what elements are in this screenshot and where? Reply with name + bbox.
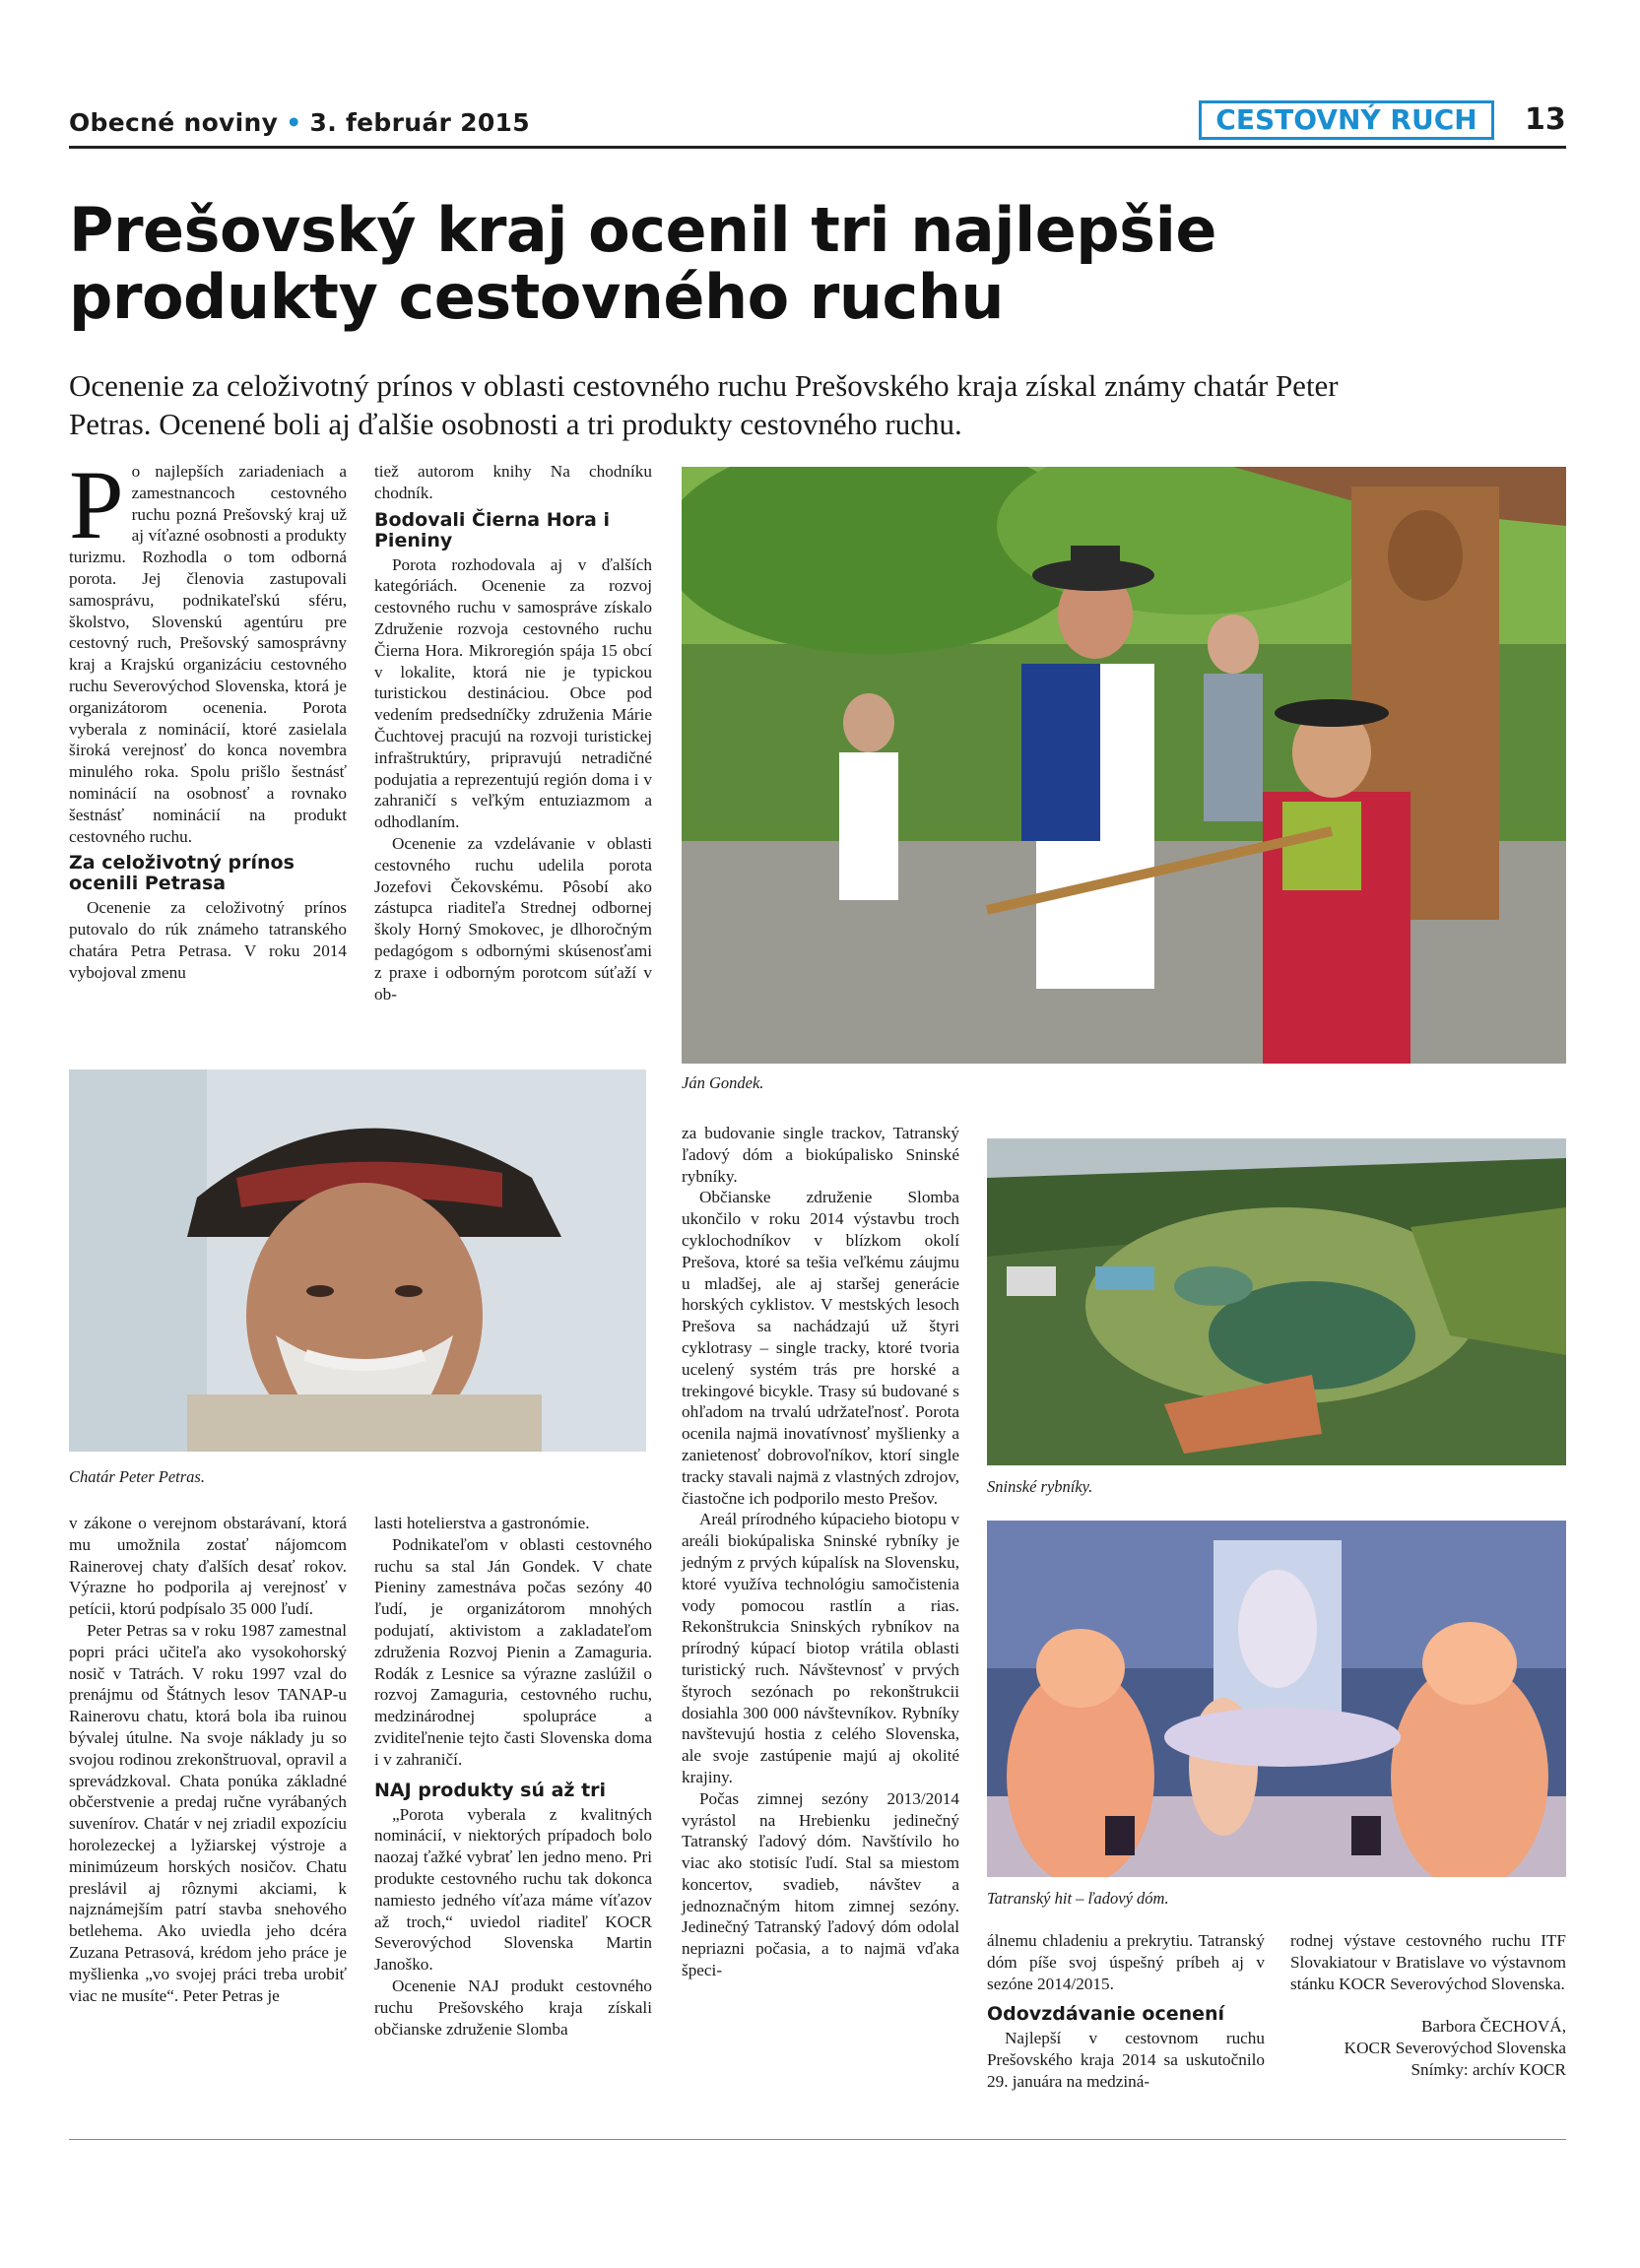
paragraph: Občianske združenie Slomba ukončilo v roku 2014 výstavbu troch cyklochodníkov v blízkom okolí Prešova, ktoré sa tešia veľkému záujmu u mladšej, ale aj staršej generácie horských cyklistov. V mestských lesoch Prešova sa nachádzajú už štyri cyklotrasy – single tracky, ktoré tvoria ucelený systém trás pre horské a trekingové bicykle. Trasy sú budované s ohľadom na trvalú udržateľnosť. Porota ocenila najmä inovatívnosť myšlienky a zanietenosť dobrovoľníkov, ktorí single tracky stavali najmä z vlastných zdrojov, čiastočne ich podporilo mesto Prešov. bbox=[682, 1188, 959, 1508]
paragraph: Ocenenie za celoživotný prínos putovalo do rúk známeho tatranského chatára Petra Petrasa. V roku 2014 vybojoval zmenu bbox=[69, 898, 347, 982]
header-rule bbox=[69, 146, 1566, 149]
photo-ladovy-dom-image bbox=[987, 1521, 1566, 1877]
photo-ladovy-dom bbox=[987, 1521, 1566, 1877]
footer-rule bbox=[69, 2139, 1566, 2140]
byline-organization: KOCR Severovýchod Slovenska bbox=[1344, 2039, 1566, 2058]
page-number: 13 bbox=[1525, 102, 1566, 137]
byline-author: Barbora ČECHOVÁ, bbox=[1420, 2017, 1566, 2037]
column-3 bbox=[682, 1123, 959, 1981]
paragraph: Porota rozhodovala aj v ďalších kategóriách. Ocenenie za rozvoj cestovného ruchu v samospráve získalo Združenie rozvoja cestovného ruchu Čierna Hora. Mikroregión spája 15 obcí v lokalite, ktorá nie je typickou turistickou destináciou. Obce pod vedením predsedníčky združenia Márie Čuchtovej pracujú na rozvoji turistickej infraštruktúry, pripravujú netradičné podujatia a reprezentujú región doma i v zahraničí s veľkým entuziazmom a odhodlaním. bbox=[374, 554, 652, 832]
subheading-odovzdavanie: Odovzdávanie ocenení bbox=[987, 2003, 1225, 2026]
paragraph: álnemu chladeniu a prekrytiu. Tatranský dóm píše svoj úspešný príbeh aj v sezóne 2014/2015. bbox=[987, 1931, 1265, 1993]
subheading-naj: NAJ produkty sú až tri bbox=[374, 1779, 607, 1801]
photo-gondek bbox=[682, 467, 1566, 1064]
deck-line-2: Petras. Ocenené boli aj ďalšie osobnosti a tri produkty cestovného ruchu. bbox=[69, 407, 962, 441]
section-label: CESTOVNÝ RUCH bbox=[1199, 100, 1494, 140]
column-1-top bbox=[69, 450, 347, 984]
headline-line-1: Prešovský kraj ocenil tri najlepšie bbox=[69, 194, 1216, 266]
column-5 bbox=[1290, 1930, 1566, 2081]
intro-paragraph: Po najlepších zariadeniach a zamestnancoch cestovného ruchu pozná Prešovský kraj už aj víťazné osobnosti a produkty turizmu. Rozhodla o tom odborná porota. Jej členovia zastupovali samosprávu, podnikateľskú sféru, školstvo, Slovenskú agentúru pre cestovný ruch, Prešovský samosprávny kraj a Krajskú organizáciu cestovného ruchu Severovýchod Slovenska, ktorá je organizátorom ocenenia. Porota vyberala z nominácií, ktoré zasielala široká verejnosť do konca novembra minulého roka. Spolu prišlo šestnásť nominácií na osobnosť a rovnako šestnásť nominácií na produkt cestovného ruchu. bbox=[69, 450, 347, 846]
caption-gondek: Ján Gondek. bbox=[682, 1073, 764, 1092]
paragraph: Najlepší v cestovnom ruchu Prešovského kraja 2014 sa uskutočnilo 29. januára na medziná- bbox=[987, 2029, 1265, 2091]
column-2-top bbox=[374, 461, 652, 1004]
headline bbox=[69, 194, 1546, 333]
photo-petras bbox=[69, 1069, 646, 1452]
photo-sninske-image bbox=[987, 1138, 1566, 1465]
separator-dot: • bbox=[286, 108, 302, 137]
paragraph: v zákone o verejnom obstarávaní, ktorá mu umožnila zostať nájomcom Rainerovej chaty ďalších desať rokov. Výrazne ho podporila aj verejnosť v petícii, ktorú podpísalo 35 000 ľudí. bbox=[69, 1514, 347, 1619]
deck bbox=[69, 366, 1546, 443]
paragraph: Ocenenie NAJ produkt cestovného ruchu Prešovského kraja získali občianske združenie Slomba bbox=[374, 1976, 652, 2039]
deck-line-1: Ocenenie za celoživotný prínos v oblasti cestovného ruchu Prešovského kraja získal známy chatár Peter bbox=[69, 368, 1339, 403]
paragraph: Počas zimnej sezóny 2013/2014 vyrástol na Hrebienku jedinečný Tatranský ľadový dóm. Navštívilo ho viac ako stotisíc ľudí. Stal sa miestom koncertov, svadieb, návštev a jednoznačným hitom zimnej sezóny. Jedinečný Tatranský ľadový dóm odolal nepriazni počasia, a to najmä vďaka špeci- bbox=[682, 1788, 959, 1980]
column-4 bbox=[987, 1930, 1265, 2093]
photo-sninske bbox=[987, 1138, 1566, 1465]
caption-sninske: Sninské rybníky. bbox=[987, 1477, 1093, 1496]
paragraph: Podnikateľom v oblasti cestovného ruchu sa stal Ján Gondek. V chate Pieniny zamestnáva počas sezóny 40 ľudí, je organizátorom mnohých podujatí, aktivistom a zakladateľom združenia Rozvoj Pienin a Zamaguria. Rodák z Lesnice sa výrazne zaslúžil o rozvoj Zamaguria, cestovného ruchu, medzinárodnej spolupráce a zviditeľnenie tejto časti Slovenska doma i v zahraničí. bbox=[374, 1534, 652, 1769]
paragraph: rodnej výstave cestovného ruchu ITF Slovakiatour v Bratislave vo výstavnom stánku KOCR Severovýchod Slovenska. bbox=[1290, 1931, 1566, 1993]
drop-cap: P bbox=[69, 450, 124, 559]
caption-ladovy-dom: Tatranský hit – ľadový dóm. bbox=[987, 1889, 1169, 1908]
subheading-lifetime: Za celoživotný prínos ocenili Petrasa bbox=[69, 852, 295, 895]
paragraph: Peter Petras sa v roku 1987 zamestnal popri práci učiteľa ako vysokohorský nosič v Tatrách. V roku 1997 vzal do prenájmu od Štátnych lesov TANAP-u Rainerovu chatu, ktorá bola iba ruinou bývalej útulne. Na svoje náklady ju so svojou rodinou zrekonštruoval, opravil a sprevádzkoval. Chata ponúka základné občerstvenie a predaj ručne vyrábaných suvenírov. Chatár v nej zriadil expozíciu horolezeckej a lyžiarskej výstroje a minimúzeum horských nosičov. Chatu preslávil aj rôznymi akciami, k najznámejším patrí stavba snehového betlehema. Ako uviedla jeho dcéra Zuzana Petrasová, krédom jeho práce je myšlienka „vo svojej práci treba urobiť viac ne musíte“. Peter Petras je bbox=[69, 1620, 347, 2005]
paragraph: Areál prírodného kúpacieho biotopu v areáli biokúpaliska Sninské rybníky je jedným z prvých kúpalísk na Slovensku, ktoré využíva technológiu samočistenia vody pomocou rastlín a rias. Rekonštrukcia Sninských rybníkov na prírodný kúpací biotop vrátila oblasti turistický ruch. Návštevnosť v prvých štyroch sezónach po rekonštrukcii dosiahla 300 000 návštevníkov. Rybníky navštevujú hostia z celého Slovenska, ale svoje zastúpenie majú aj okolité krajiny. bbox=[682, 1510, 959, 1786]
paragraph: lasti hotelierstva a gastronómie. bbox=[374, 1514, 590, 1532]
masthead bbox=[69, 108, 530, 137]
subheading-ciernahora: Bodovali Čierna Hora i Pieniny bbox=[374, 508, 610, 551]
column-2-bottom bbox=[374, 1513, 652, 2040]
paragraph: „Porota vyberala z kvalitných nominácií, v niektorých prípadoch bolo naozaj ťažké vybrať len jedno meno. Pri produkte cestovného ruchu tak dokonca namiesto jedného víťaza máme víťazov až troch,“ uviedol riaditeľ KOCR Severovýchod Slovenska Martin Janoško. bbox=[374, 1804, 652, 1975]
column-1-bottom bbox=[69, 1513, 347, 2006]
issue-date: 3. február 2015 bbox=[309, 108, 530, 137]
headline-line-2: produkty cestovného ruchu bbox=[69, 261, 1005, 333]
paragraph: Ocenenie za vzdelávanie v oblasti cestovného ruchu udelila porota Jozefovi Čekovskému. Pôsobí ako zástupca riaditeľa Strednej odbornej školy Horný Smokovec, je dlhoročným pedagógom s odbornými skúsenosťami z praxe i odborným porotcom súťaží v ob- bbox=[374, 833, 652, 1004]
caption-petras: Chatár Peter Petras. bbox=[69, 1467, 205, 1486]
paragraph: tiež autorom knihy Na chodníku chodník. bbox=[374, 462, 652, 502]
byline-photo-credit: Snímky: archív KOCR bbox=[1410, 2059, 1566, 2079]
photo-petras-image bbox=[69, 1069, 646, 1452]
publication-name: Obecné noviny bbox=[69, 108, 279, 137]
paragraph: za budovanie single trackov, Tatranský ľadový dóm a biokúpalisko Sninské rybníky. bbox=[682, 1124, 959, 1186]
photo-gondek-image bbox=[682, 467, 1566, 1064]
